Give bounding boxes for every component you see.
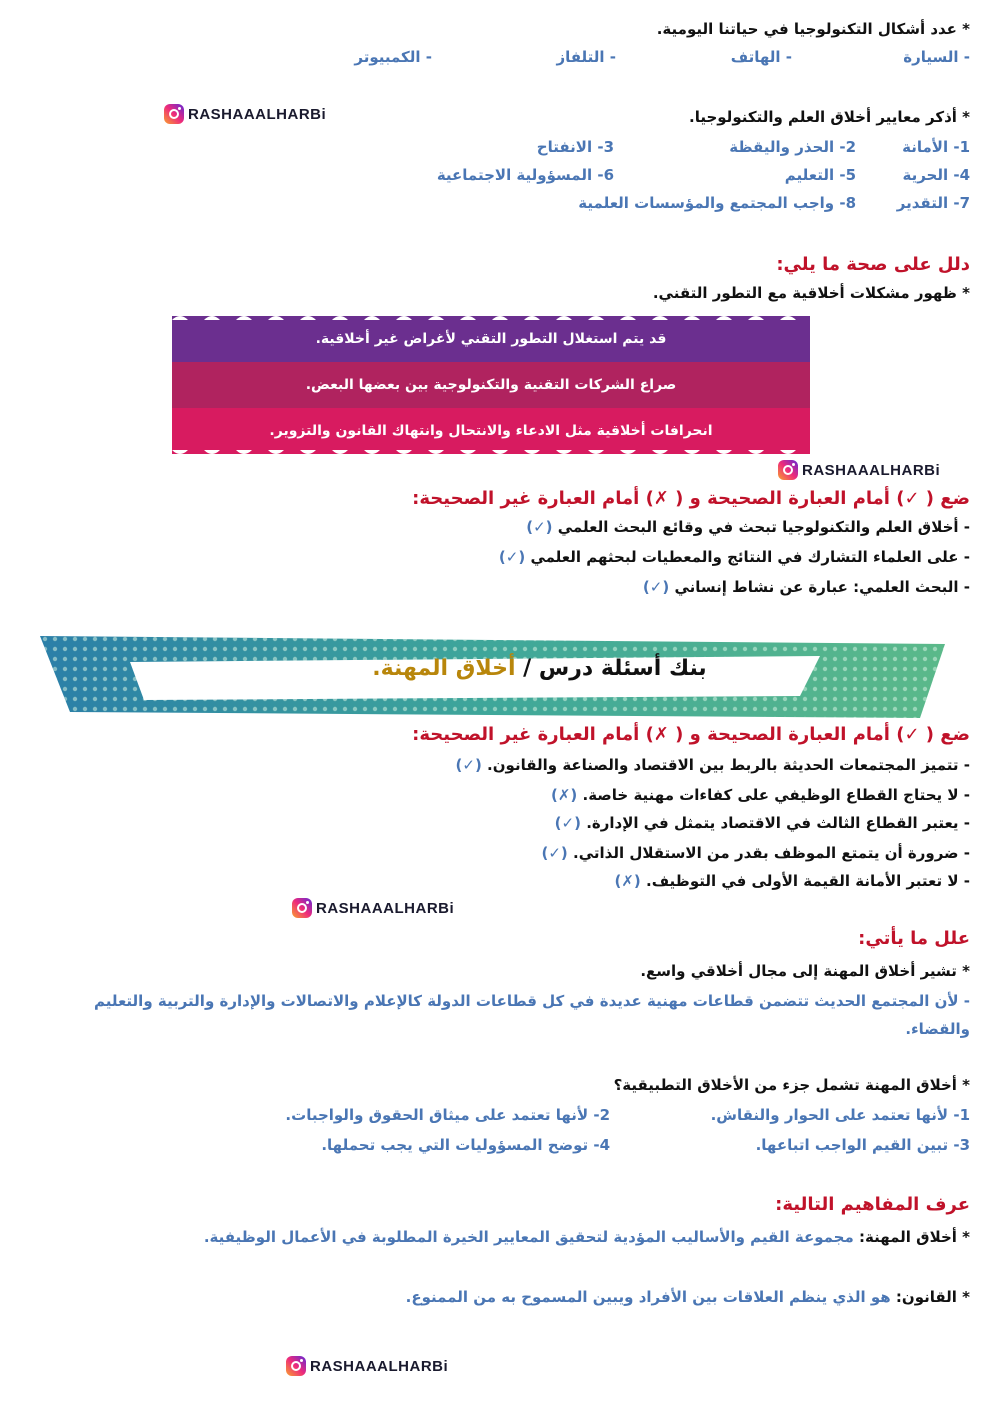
instagram-icon [292,898,312,918]
applied-answer-4: 4- توضح المسؤوليات التي يجب تحملها. [321,1136,610,1154]
heading-true-false-1: ضع ( ✓) أمام العبارة الصحيحة و ( ✗) أمام العبارة غير الصحيحة: [412,488,970,509]
option-phone: - الهاتف [730,48,792,66]
title-banner [87,656,992,681]
cross-mark: (✗) [550,786,578,804]
tf1-item-2: - على العلماء التشارك في النتائج والمعطيات لبحثهم العلمي (✓) [498,548,970,566]
title-sub: أخلاق المهنة. [372,656,516,681]
definition: هو الذي ينظم العلاقات بين الأفراد ويبين المسموح به من الممنوع. [405,1288,891,1306]
check-mark: (✓) [541,844,568,862]
answer-broad-field-1: - لأن المجتمع الحديث تتضمن قطاعات مهنية عديدة في كل قطاعات الدولة كالإعلام والاتصالات والإدارة والتربية والتعليم [93,992,970,1010]
option-car: - السيارة [903,48,970,66]
check-mark: (✓) [526,518,553,536]
instagram-watermark: RASHAAALHARBi [286,1356,448,1376]
cross-mark: (✗) [614,872,641,890]
tf2-item-2: - لا يحتاج القطاع الوظيفي على كفاءات مهنية خاصة. (✗) [550,786,970,804]
tf2-item-3: - يعتبر القطاع الثالث في الاقتصاد يتمثل في الإدارة. (✓) [554,814,970,832]
heading-define: عرف المفاهيم التالية: [775,1194,970,1215]
standard-8: 8- واجب المجتمع والمؤسسات العلمية [578,194,856,212]
q-broad-field: * تشير أخلاق المهنة إلى مجال أخلاقي واسع. [640,962,970,980]
banner-wave-top [172,312,810,320]
q-applied-ethics: * أخلاق المهنة تشمل جزء من الأخلاق التطبيقية؟ [613,1076,970,1094]
check-mark: (✓) [642,578,670,596]
instagram-icon [286,1356,306,1376]
standard-1: 1- الأمانة [902,138,970,156]
option-computer: - الكمبيوتر [354,48,432,66]
check-mark: (✓) [498,548,526,566]
banner-stripe-1: قد يتم استغلال التطور التقني لأغراض غير أخلاقية. [172,316,810,362]
banner-stripe-3: انحرافات أخلاقية مثل الادعاء والانتحال وانتهاك القانون والتزوير. [172,408,810,454]
standard-7: 7- التقدير [896,194,970,212]
standard-6: 6- المسؤولية الاجتماعية [436,166,614,184]
heading-true-false-2: ضع ( ✓) أمام العبارة الصحيحة و ( ✗) أمام العبارة غير الصحيحة: [412,724,970,745]
instagram-watermark: RASHAAALHARBi [292,898,454,918]
instagram-icon [164,104,184,124]
applied-answer-3: 3- تبين القيم الواجب اتباعها. [755,1136,970,1154]
heading-justify: علل ما يأتي: [858,928,970,949]
term: * أخلاق المهنة: [859,1228,970,1246]
tf1-item-3: - البحث العلمي: عبارة عن نشاط إنساني (✓) [642,578,970,596]
banner-wave-bottom [172,450,810,458]
q-ethics-standards: * أذكر معايير أخلاق العلم والتكنولوجيا. [689,108,970,126]
title-main: بنك أسئلة درس / [523,656,707,681]
instagram-watermark: RASHAAALHARBi [778,460,940,480]
q-technology-forms: * عدد أشكال التكنولوجيا في حياتنا اليومية. [656,20,970,38]
banner-stripe-2: صراع الشركات التقنية والتكنولوجية بين بعضها البعض. [172,362,810,408]
standard-5: 5- التعليم [784,166,856,184]
term: * القانون: [895,1288,970,1306]
applied-answer-2: 2- لأنها تعتمد على ميثاق الحقوق والواجبات. [285,1106,610,1124]
definition: مجموعة القيم والأساليب المؤدية لتحقيق المعايير الخيرة المطلوبة في الأعمال الوظيفية. [203,1228,854,1246]
standard-4: 4- الحرية [902,166,970,184]
tf2-item-1: - تتميز المجتمعات الحديثة بالربط بين الاقتصاد والصناعة والقانون. (✓) [455,756,970,774]
tf1-item-1: - أخلاق العلم والتكنولوجيا تبحث في وقائع البحث العلمي (✓) [526,518,970,536]
q-ethical-problems: * ظهور مشكلات أخلاقية مع التطور التقني. [652,284,970,302]
definition-professional-ethics [204,1228,970,1246]
answer-broad-field-2: والقضاء. [905,1020,970,1038]
heading-prove: دلل على صحة ما يلي: [776,254,970,275]
tf2-item-5: - لا تعتبر الأمانة القيمة الأولى في التوظيف. (✗) [614,872,970,890]
definition-law [406,1288,970,1306]
standard-3: 3- الانفتاح [536,138,614,156]
standard-2: 2- الحذر واليقظة [729,138,856,156]
ethics-banner [172,316,810,454]
check-mark: (✓) [455,756,482,774]
tf2-item-4: - ضرورة أن يتمتع الموظف بقدر من الاستقلال الذاتي. (✓) [541,844,970,862]
instagram-icon [778,460,798,480]
check-mark: (✓) [554,814,581,832]
option-tv: - التلفاز [556,48,616,66]
instagram-watermark: RASHAAALHARBi [164,104,326,124]
applied-answer-1: 1- لأنها تعتمد على الحوار والنقاش. [710,1106,970,1124]
